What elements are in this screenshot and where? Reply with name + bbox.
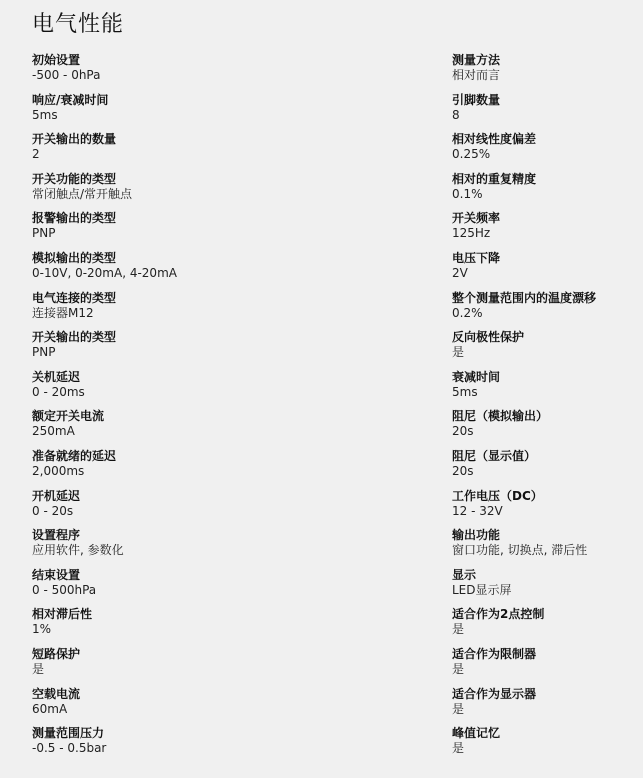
spec-item <box>32 92 392 132</box>
spec-item <box>452 92 642 132</box>
spec-value: PNP <box>32 345 56 360</box>
spec-item <box>32 448 392 488</box>
spec-value: 125Hz <box>452 226 491 241</box>
spec-label: 响应/衰减时间 <box>32 92 109 107</box>
spec-label: 显示 <box>452 567 477 582</box>
spec-value: 0-10V, 0-20mA, 4-20mA <box>32 265 177 280</box>
spec-value: 1% <box>32 622 52 637</box>
spec-label: 短路保护 <box>32 646 81 661</box>
spec-item <box>32 369 392 409</box>
spec-item <box>452 725 642 765</box>
spec-item <box>452 250 642 290</box>
spec-item <box>452 686 642 726</box>
spec-label: 开关功能的类型 <box>32 171 117 186</box>
spec-label: 反向极性保护 <box>452 330 525 345</box>
spec-label: 准备就绪的延迟 <box>32 448 117 463</box>
spec-item <box>452 606 642 646</box>
spec-value: PNP <box>32 226 56 241</box>
spec-item <box>32 527 392 567</box>
spec-label: 电压下降 <box>452 250 501 265</box>
spec-item <box>452 408 642 448</box>
spec-label: 电气连接的类型 <box>32 290 117 305</box>
spec-label: 阻尼（模拟输出） <box>452 409 549 424</box>
spec-value: 2 <box>32 147 40 162</box>
spec-item <box>452 567 642 607</box>
spec-value: 20s <box>452 463 474 478</box>
spec-item <box>32 290 392 330</box>
spec-item <box>32 52 392 92</box>
spec-item <box>32 488 392 528</box>
spec-label: 额定开关电流 <box>32 409 105 424</box>
spec-value: 0 - 500hPa <box>32 582 97 597</box>
spec-label: 整个测量范围内的温度漂移 <box>452 290 597 305</box>
page-title: 电气性能 <box>32 12 125 37</box>
spec-value: 12 - 32V <box>452 503 503 518</box>
spec-item <box>452 329 642 369</box>
spec-item <box>452 527 642 567</box>
spec-label: 测量方法 <box>452 53 501 67</box>
spec-item <box>452 131 642 171</box>
spec-value: 是 <box>452 622 465 637</box>
spec-item <box>32 606 392 646</box>
spec-item <box>32 686 392 726</box>
spec-value: -0.5 - 0.5bar <box>32 741 107 756</box>
spec-value: 应用软件, 参数化 <box>32 543 124 558</box>
spec-label: 适合作为显示器 <box>452 686 537 701</box>
spec-value: 相对而言 <box>452 68 501 82</box>
spec-label: 相对线性度偏差 <box>452 132 537 147</box>
spec-item <box>452 52 642 92</box>
spec-label: 开机延迟 <box>32 488 81 503</box>
spec-item <box>452 488 642 528</box>
spec-value: 是 <box>452 741 465 756</box>
spec-item <box>452 448 642 488</box>
spec-label: 相对的重复精度 <box>452 171 537 186</box>
spec-column-left <box>32 52 392 765</box>
spec-label: 开关频率 <box>452 211 501 226</box>
spec-item <box>452 171 642 211</box>
spec-label: 相对滞后性 <box>32 607 93 622</box>
spec-item <box>32 210 392 250</box>
spec-item <box>452 646 642 686</box>
spec-label: 结束设置 <box>32 567 81 582</box>
spec-item <box>32 250 392 290</box>
spec-item <box>452 369 642 409</box>
spec-value: LED显示屏 <box>452 582 512 597</box>
spec-value: 连接器M12 <box>32 305 94 320</box>
spec-value: 20s <box>452 424 474 439</box>
spec-label: 衰减时间 <box>452 369 501 384</box>
spec-value: 是 <box>32 661 45 676</box>
spec-label: 峰值记忆 <box>452 726 501 741</box>
spec-label: 适合作为限制器 <box>452 646 537 661</box>
spec-item <box>32 646 392 686</box>
spec-value: 0.2% <box>452 305 483 320</box>
spec-value: 是 <box>452 661 465 676</box>
spec-label: 引脚数量 <box>452 92 501 107</box>
spec-value: 是 <box>452 345 465 360</box>
spec-value: 0.1% <box>452 186 483 201</box>
spec-value: 是 <box>452 701 465 716</box>
spec-label: 空载电流 <box>32 686 81 701</box>
spec-value: 250mA <box>32 424 75 439</box>
spec-item <box>32 171 392 211</box>
spec-label: 初始设置 <box>32 53 81 67</box>
spec-item <box>32 131 392 171</box>
spec-label: 模拟输出的类型 <box>32 250 117 265</box>
spec-label: 输出功能 <box>452 528 501 543</box>
spec-item <box>32 408 392 448</box>
spec-value: 2,000ms <box>32 463 85 478</box>
spec-label: 阻尼（显示值） <box>452 448 537 463</box>
spec-label: 设置程序 <box>32 528 81 543</box>
spec-value: 0 - 20ms <box>32 384 85 399</box>
spec-value: 60mA <box>32 701 68 716</box>
spec-label: 开关输出的数量 <box>32 132 117 147</box>
spec-label: 工作电压（DC） <box>452 488 543 503</box>
spec-item <box>452 290 642 330</box>
spec-item <box>32 725 392 765</box>
spec-label: 关机延迟 <box>32 369 81 384</box>
spec-label: 适合作为2点控制 <box>452 607 545 622</box>
spec-value: 常闭触点/常开触点 <box>32 186 133 201</box>
spec-value: 2V <box>452 265 468 280</box>
spec-value: 5ms <box>32 107 58 122</box>
spec-value: 5ms <box>452 384 478 399</box>
spec-item <box>32 567 392 607</box>
spec-label: 报警输出的类型 <box>32 211 117 226</box>
spec-value: 8 <box>452 107 460 122</box>
spec-value: 窗口功能, 切换点, 滞后性 <box>452 543 588 558</box>
spec-value: 0.25% <box>452 147 491 162</box>
spec-value: -500 - 0hPa <box>32 68 101 82</box>
spec-label: 开关输出的类型 <box>32 330 117 345</box>
spec-item <box>32 329 392 369</box>
spec-label: 测量范围压力 <box>32 726 105 741</box>
spec-column-right <box>452 52 642 765</box>
spec-item <box>452 210 642 250</box>
spec-value: 0 - 20s <box>32 503 74 518</box>
